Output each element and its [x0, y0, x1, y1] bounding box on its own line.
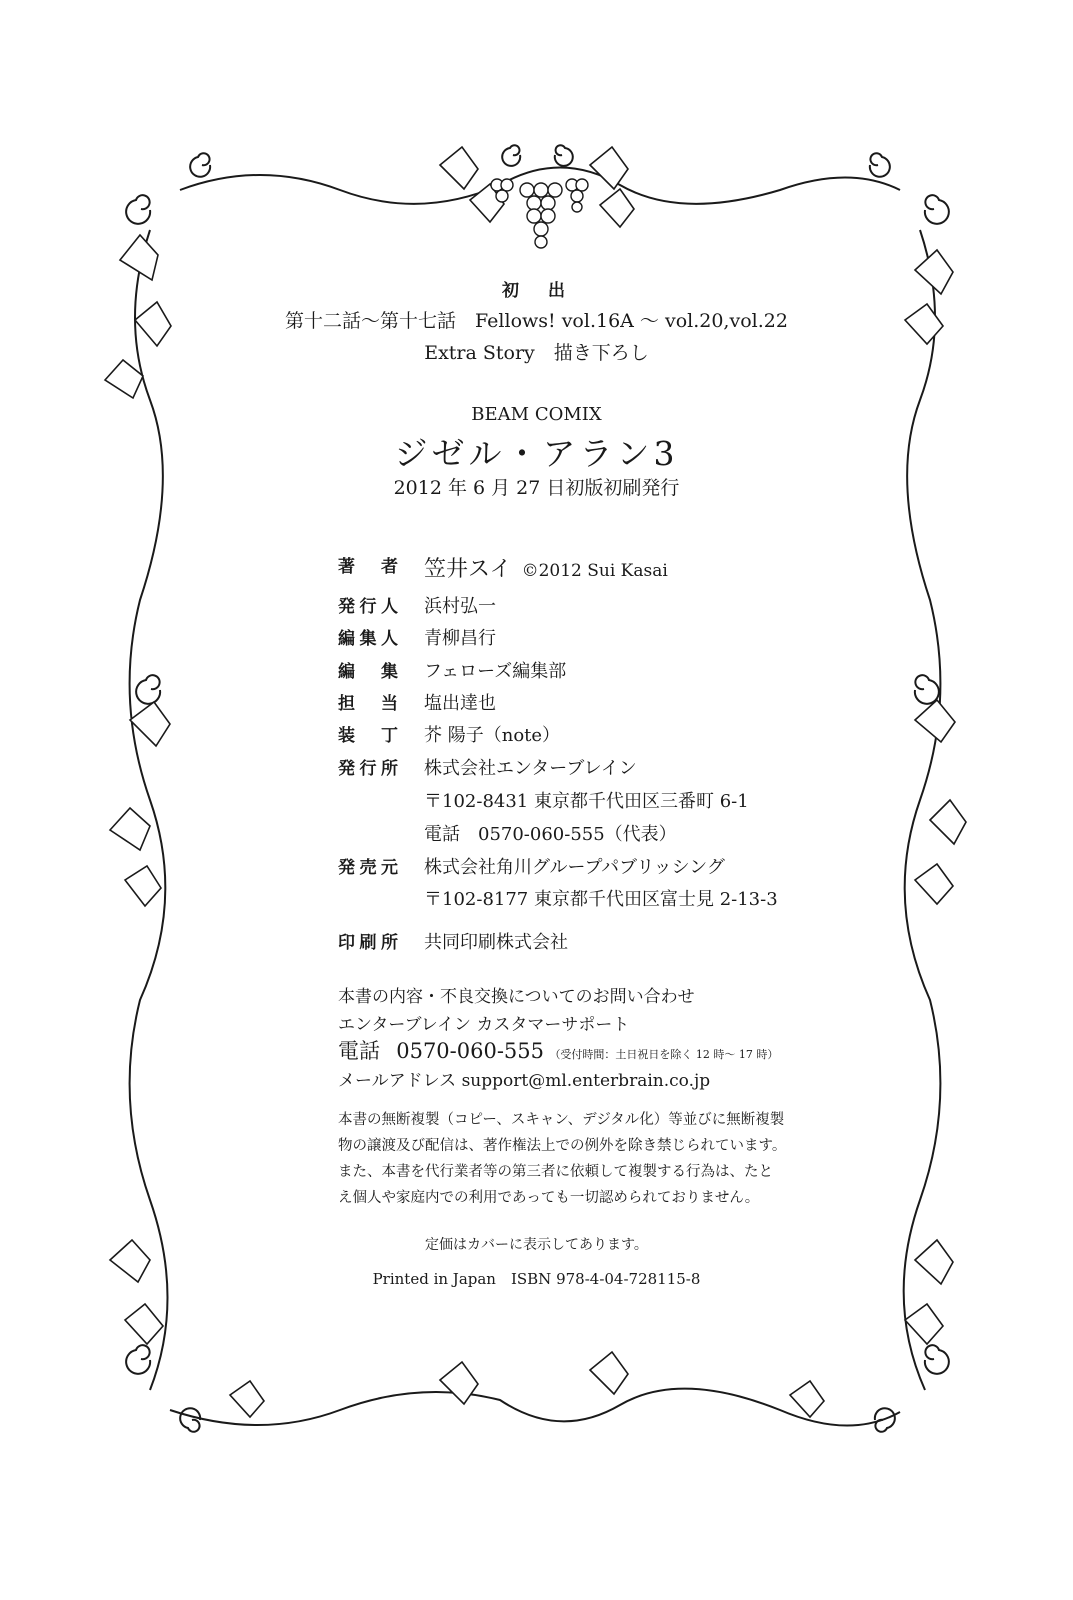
tendril-spiral [126, 1345, 150, 1374]
credit-label: 発行所 [338, 759, 398, 779]
credit-value: 浜村弘一 [424, 596, 496, 617]
ivy-leaf [905, 1304, 943, 1344]
notice-line: 本書の無断複製（コピー、スキャン、デジタル化）等並びに無断複製 [338, 1112, 785, 1128]
notice-line: え個人や家庭内での利用であっても一切認められておりません。 [338, 1190, 760, 1206]
credit-value: 共同印刷株式会社 [424, 932, 568, 953]
notice-line: また、本書を代行業者等の第三者に依頼して複製する行為は、たと [338, 1164, 773, 1180]
credit-value: 〒102-8177 東京都千代田区富士見 2-13-3 [424, 889, 778, 910]
copyright-notice: ©2012 Sui Kasai [521, 561, 668, 581]
tendril-spiral [555, 145, 573, 166]
phone-label: 電話 [338, 1039, 380, 1063]
credit-label: 著 者 [338, 557, 398, 577]
grape-cluster [491, 179, 588, 248]
first-publication-line: Extra Story 描き下ろし [424, 342, 649, 364]
credit-row-distributor [338, 853, 858, 883]
credit-row-publishing-office [338, 754, 858, 784]
tendril-spiral [190, 153, 210, 177]
credit-row-design [338, 721, 858, 751]
ivy-leaf [590, 1352, 628, 1394]
first-edition-date: 2012 年 6 月 27 日初版初刷発行 [393, 477, 680, 499]
ivy-leaf [440, 1362, 478, 1404]
credit-label: 編 集 [338, 662, 398, 682]
first-publication-heading: 初 出 [502, 281, 571, 301]
ivy-leaf [915, 700, 955, 742]
credit-row-author [338, 552, 858, 582]
credit-value: 株式会社角川グループパブリッシング [424, 857, 725, 878]
tendril-spiral [502, 145, 520, 166]
price-note: 定価はカバーに表示してあります。 [425, 1237, 648, 1253]
phone-number: 0570-060-555 [396, 1039, 545, 1063]
ivy-leaf [590, 147, 628, 189]
credit-value: 芥 陽子（note） [424, 725, 561, 746]
first-publication-line: 第十二話〜第十七話 Fellows! vol.16A 〜 vol.20,vol.22 [285, 310, 788, 332]
credit-label: 担 当 [338, 694, 398, 714]
credit-value: 青柳昌行 [424, 628, 496, 649]
credit-value: 電話 0570-060-555（代表） [424, 824, 677, 845]
tendril-spiral [870, 153, 890, 177]
ivy-leaf [130, 702, 170, 746]
ivy-leaf [600, 189, 634, 227]
credit-label: 編集人 [338, 629, 398, 649]
credit-row-phone [338, 820, 858, 850]
credit-value: 塩出達也 [424, 693, 496, 714]
support-phone-line [338, 1035, 778, 1065]
mail-address: support@ml.enterbrain.co.jp [461, 1071, 711, 1091]
tendril-spiral [126, 195, 150, 224]
credit-row-editor-in-chief [338, 624, 858, 654]
support-mail-line [338, 1066, 710, 1091]
ivy-leaf [930, 800, 966, 844]
ivy-leaf [125, 1304, 163, 1344]
credit-row-address [338, 787, 858, 817]
tendril-spiral [915, 675, 939, 704]
credit-row-printer [338, 928, 858, 958]
copyright-warning [338, 1107, 788, 1211]
credit-row-address [338, 885, 858, 915]
tendril-spiral [925, 195, 949, 224]
book-title: ジゼル・アラン3 [394, 434, 679, 473]
credit-row-in-charge [338, 689, 858, 719]
credit-label: 印刷所 [338, 933, 398, 953]
ivy-leaf [105, 360, 143, 398]
tendril-spiral [925, 1345, 949, 1374]
credit-value: 株式会社エンターブレイン [424, 758, 637, 779]
credit-label: 発売元 [338, 858, 398, 878]
credit-row-editing [338, 657, 858, 687]
credit-label: 発行人 [338, 597, 398, 617]
mail-label: メールアドレス [338, 1071, 457, 1091]
credit-value: 〒102-8431 東京都千代田区三番町 6-1 [424, 791, 749, 812]
series-name: BEAM COMIX [471, 404, 602, 425]
credit-value: フェローズ編集部 [424, 661, 567, 682]
credit-value [424, 552, 668, 583]
ivy-leaf [440, 147, 478, 189]
credit-label: 装 丁 [338, 726, 398, 746]
isbn-line: Printed in Japan ISBN 978-4-04-728115-8 [372, 1270, 701, 1288]
support-hours: （受付時間：土日祝日を除く 12 時〜 17 時） [549, 1048, 779, 1061]
support-name: エンターブレイン カスタマーサポート [338, 1015, 630, 1035]
ivy-leaf [230, 1381, 264, 1417]
ivy-leaf [915, 864, 953, 904]
ivy-leaf [790, 1381, 824, 1417]
inquiry-heading: 本書の内容・不良交換についてのお問い合わせ [338, 987, 695, 1007]
ivy-leaf [110, 808, 150, 850]
tendril-spiral [136, 675, 160, 704]
author-name: 笠井スイ [424, 557, 512, 582]
notice-line: 物の譲渡及び配信は、著作権法上での例外を除き禁じられています。 [338, 1138, 787, 1154]
tendril-spiral [180, 1408, 200, 1432]
credit-row-publisher [338, 592, 858, 622]
ivy-leaf [125, 866, 161, 906]
